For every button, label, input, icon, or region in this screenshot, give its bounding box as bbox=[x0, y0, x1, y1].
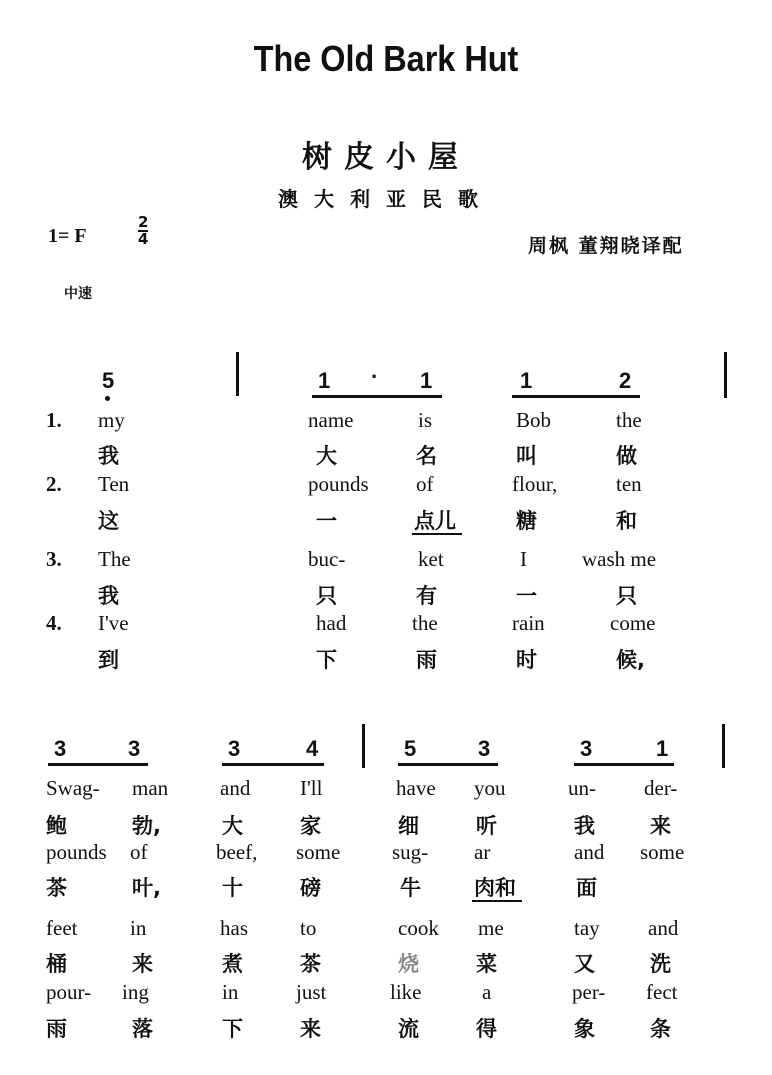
note: 1 bbox=[656, 736, 669, 761]
cn-lyric: 做 bbox=[616, 444, 637, 468]
lyric: un- bbox=[568, 776, 596, 800]
cn-lyric: 糖 bbox=[516, 509, 537, 533]
note: 3 bbox=[478, 736, 491, 761]
lyric: ar bbox=[474, 840, 491, 864]
lyric: to bbox=[300, 916, 317, 940]
time-signature bbox=[138, 215, 148, 247]
cn-lyric: 落 bbox=[132, 1017, 153, 1041]
lyric: me bbox=[478, 916, 504, 940]
cn-lyric: 来 bbox=[300, 1017, 321, 1041]
lyric: had bbox=[316, 611, 347, 635]
lyric: you bbox=[474, 776, 506, 800]
lyric: The bbox=[98, 547, 131, 571]
cn-lyric: 点儿 bbox=[414, 509, 456, 533]
song-title: The Old Bark Hut bbox=[253, 38, 519, 79]
lyric: some bbox=[296, 840, 341, 864]
lyric: Bob bbox=[516, 408, 552, 432]
note: 3 bbox=[580, 736, 593, 761]
lyric: beef, bbox=[216, 840, 258, 864]
note: 2 bbox=[619, 368, 632, 393]
lyric: Swag- bbox=[46, 776, 100, 800]
lyric: per- bbox=[572, 980, 606, 1004]
verse-number: 3. bbox=[46, 547, 62, 571]
note: 5 bbox=[404, 736, 417, 761]
lyric: Ten bbox=[98, 472, 130, 496]
lyric: like bbox=[390, 980, 422, 1004]
cn-lyric: 我 bbox=[574, 814, 595, 838]
beam bbox=[574, 763, 674, 766]
cn-lyric: 来 bbox=[132, 952, 153, 976]
note: 1 bbox=[318, 368, 331, 393]
cn-lyric: 时 bbox=[516, 648, 537, 672]
beam bbox=[398, 763, 498, 766]
lyric: der- bbox=[644, 776, 678, 800]
lyric: feet bbox=[46, 916, 78, 940]
cn-lyric: 叫 bbox=[516, 444, 537, 468]
verse-number: 4. bbox=[46, 611, 62, 635]
lyric: sug- bbox=[392, 840, 429, 864]
cn-lyric: 洗 bbox=[650, 952, 671, 976]
note: 1 bbox=[520, 368, 533, 393]
cn-lyric: 只 bbox=[616, 584, 637, 608]
beam bbox=[48, 763, 148, 766]
cn-lyric: 茶 bbox=[46, 876, 67, 900]
lyric: a bbox=[482, 980, 492, 1004]
lyric: pour- bbox=[46, 980, 92, 1004]
cn-lyric: 煮 bbox=[222, 952, 243, 976]
cn-lyric: 磅 bbox=[300, 876, 321, 900]
key-signature: 1= F bbox=[48, 225, 87, 247]
bar-line bbox=[724, 352, 727, 398]
cn-lyric: 和 bbox=[616, 509, 637, 533]
lyric: fect bbox=[646, 980, 678, 1004]
cn-lyric: 到 bbox=[98, 648, 119, 672]
lyric: the bbox=[412, 611, 438, 635]
cn-lyric: 一 bbox=[316, 509, 337, 533]
verse-number: 2. bbox=[46, 472, 62, 496]
bar-line bbox=[236, 352, 239, 396]
lyric: in bbox=[130, 916, 147, 940]
lyric: man bbox=[132, 776, 169, 800]
beam bbox=[512, 395, 640, 398]
time-numerator: 2 bbox=[138, 213, 149, 231]
cn-lyric: 茶 bbox=[300, 952, 321, 976]
cn-lyric: 听 bbox=[476, 814, 497, 838]
note: 3 bbox=[54, 736, 67, 761]
cn-lyric: 菜 bbox=[476, 952, 497, 976]
cn-lyric: 叶, bbox=[132, 876, 161, 900]
cn-lyric: 来 bbox=[650, 814, 671, 838]
cn-lyric: 条 bbox=[650, 1017, 671, 1041]
beam bbox=[222, 763, 324, 766]
lyric: the bbox=[616, 408, 642, 432]
cn-lyric: 肉和 bbox=[474, 876, 516, 900]
note: 1 bbox=[420, 368, 433, 393]
cn-lyric: 只 bbox=[316, 584, 337, 608]
bar-line bbox=[362, 724, 365, 768]
cn-lyric: 鲍 bbox=[46, 814, 67, 838]
cn-lyric: 我 bbox=[98, 444, 119, 468]
chinese-subtitle: 澳大利亚民歌 bbox=[278, 187, 494, 211]
cn-lyric: 牛 bbox=[400, 876, 421, 900]
lyric: and bbox=[220, 776, 251, 800]
lyric: cook bbox=[398, 916, 439, 940]
slur-underline bbox=[412, 533, 462, 535]
slur-underline bbox=[472, 900, 522, 902]
lower-octave-dot bbox=[105, 396, 110, 401]
lyric: and bbox=[648, 916, 679, 940]
cn-lyric: 桶 bbox=[46, 952, 67, 976]
lyric: some bbox=[640, 840, 685, 864]
cn-lyric: 有 bbox=[416, 584, 437, 608]
lyric: of bbox=[416, 472, 434, 496]
cn-lyric: 名 bbox=[416, 444, 437, 468]
lyric: tay bbox=[574, 916, 600, 940]
lyric: in bbox=[222, 980, 239, 1004]
lyric: have bbox=[396, 776, 436, 800]
cn-lyric: 下 bbox=[316, 648, 337, 672]
lyric: and bbox=[574, 840, 605, 864]
bar-line bbox=[722, 724, 725, 768]
note-dot: · bbox=[371, 364, 379, 389]
lyric: has bbox=[220, 916, 248, 940]
lyric: rain bbox=[512, 611, 545, 635]
cn-lyric: 大 bbox=[316, 444, 337, 468]
cn-lyric: 下 bbox=[222, 1017, 243, 1041]
cn-lyric: 流 bbox=[398, 1017, 419, 1041]
lyric: ket bbox=[418, 547, 444, 571]
cn-lyric: 一 bbox=[516, 584, 537, 608]
lyric: pounds bbox=[46, 840, 107, 864]
cn-lyric: 细 bbox=[398, 814, 419, 838]
lyric: ten bbox=[616, 472, 642, 496]
verse-number: 1. bbox=[46, 408, 62, 432]
cn-lyric: 雨 bbox=[416, 648, 437, 672]
lyric: come bbox=[610, 611, 656, 635]
lyric: is bbox=[418, 408, 433, 432]
cn-lyric: 大 bbox=[222, 814, 243, 838]
time-denominator: 4 bbox=[138, 230, 149, 248]
cn-lyric: 面 bbox=[576, 876, 597, 900]
cn-lyric: 得 bbox=[476, 1017, 497, 1041]
note: 3 bbox=[128, 736, 141, 761]
lyric: buc- bbox=[308, 547, 346, 571]
lyric: of bbox=[130, 840, 148, 864]
lyric: I bbox=[520, 547, 527, 571]
cn-lyric: 十 bbox=[222, 876, 243, 900]
beam bbox=[312, 395, 442, 398]
cn-lyric: 家 bbox=[300, 814, 321, 838]
lyric: I've bbox=[98, 611, 129, 635]
lyric: pounds bbox=[308, 472, 369, 496]
tempo-marking: 中速 bbox=[64, 286, 92, 302]
lyric: name bbox=[308, 408, 354, 432]
lyric: flour, bbox=[512, 472, 558, 496]
translator-credit: 周枫 董翔晓译配 bbox=[528, 235, 684, 257]
lyric: just bbox=[296, 980, 327, 1004]
lyric: ing bbox=[122, 980, 149, 1004]
cn-lyric: 烧 bbox=[398, 952, 419, 976]
note: 3 bbox=[228, 736, 241, 761]
cn-lyric: 又 bbox=[574, 952, 595, 976]
cn-lyric: 勃, bbox=[132, 814, 161, 838]
note: 4 bbox=[306, 736, 319, 761]
chinese-title: 树皮小屋 bbox=[302, 140, 470, 175]
lyric: my bbox=[98, 408, 125, 432]
cn-lyric: 雨 bbox=[46, 1017, 67, 1041]
cn-lyric: 象 bbox=[574, 1017, 595, 1041]
cn-lyric: 这 bbox=[98, 509, 119, 533]
cn-lyric: 我 bbox=[98, 584, 119, 608]
lyric: wash me bbox=[582, 547, 657, 571]
note: 5 bbox=[102, 368, 115, 393]
cn-lyric: 候, bbox=[616, 648, 645, 672]
lyric: I'll bbox=[300, 776, 323, 800]
